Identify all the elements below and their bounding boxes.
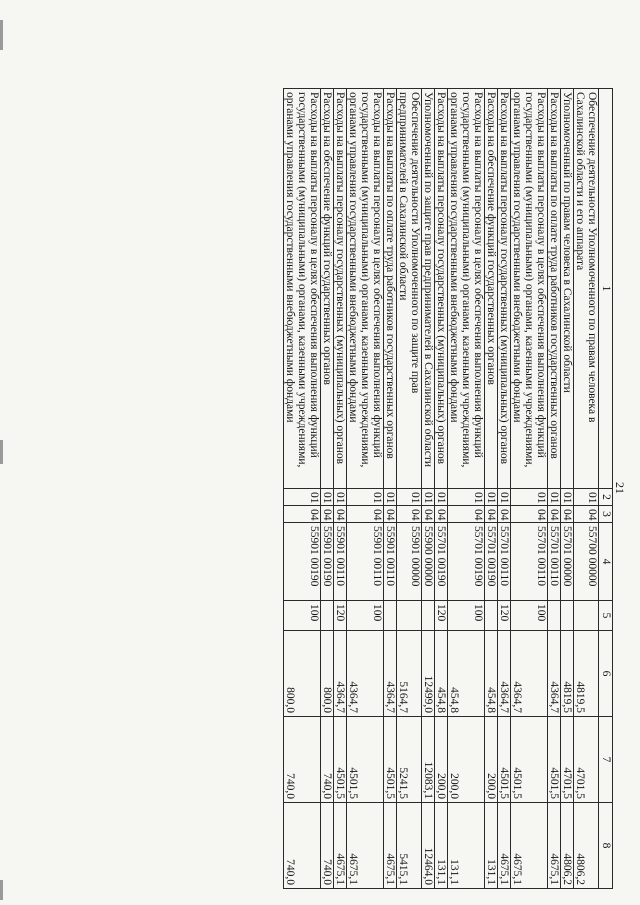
- expense-type-code: 120: [435, 601, 448, 631]
- table-row: [485, 89, 498, 889]
- section-code: 01: [511, 489, 548, 506]
- amount-year-1: 4364,7: [498, 631, 511, 717]
- amount-year-1: 800,0: [284, 631, 321, 717]
- amount-year-1: 12499,0: [422, 631, 435, 717]
- subsection-code: 04: [561, 506, 574, 523]
- amount-year-1: 454,8: [435, 631, 448, 717]
- amount-year-2: 200,0: [448, 717, 485, 803]
- column-header: 2: [599, 489, 613, 506]
- amount-year-1: 800,0: [321, 631, 334, 717]
- amount-year-3: 4675,1: [384, 803, 397, 889]
- subsection-code: 04: [448, 506, 485, 523]
- table-row: [511, 89, 548, 889]
- column-header: 6: [599, 631, 613, 717]
- row-name: Уполномоченный по защите прав предпринимателей в Сахалинской области: [422, 89, 435, 489]
- table-row: [334, 89, 347, 889]
- amount-year-3: 131,1: [485, 803, 498, 889]
- amount-year-2: 4501,5: [498, 717, 511, 803]
- table-row: [397, 89, 422, 889]
- expense-type-code: 100: [284, 601, 321, 631]
- amount-year-1: 4364,7: [384, 631, 397, 717]
- subsection-code: 04: [574, 506, 599, 523]
- section-code: 01: [422, 489, 435, 506]
- table-row: [448, 89, 485, 889]
- amount-year-2: 740,0: [321, 717, 334, 803]
- expense-type-code: [548, 601, 561, 631]
- target-article-code: 55701 00110: [498, 523, 511, 601]
- expense-type-code: 120: [498, 601, 511, 631]
- subsection-code: 04: [284, 506, 321, 523]
- table-row: [384, 89, 397, 889]
- row-name: Обеспечение деятельности Уполномоченного по защите прав предпринимателей в Сахалинской области: [397, 89, 422, 489]
- subsection-code: 04: [334, 506, 347, 523]
- amount-year-1: 4819,5: [574, 631, 599, 717]
- row-name: Расходы на обеспечение функций государственных органов: [321, 89, 334, 489]
- amount-year-3: 4675,1: [347, 803, 384, 889]
- section-code: 01: [435, 489, 448, 506]
- row-name: Расходы на выплаты персоналу в целях обеспечения выполнения функций государственными (муниципальными) органами, казенными учреждениями, органами управления государственными внебюджетными фондами: [284, 89, 321, 489]
- subsection-code: 04: [548, 506, 561, 523]
- expense-type-code: [561, 601, 574, 631]
- amount-year-2: 4501,5: [384, 717, 397, 803]
- target-article-code: 55701 00110: [511, 523, 548, 601]
- expense-type-code: [384, 601, 397, 631]
- expense-type-code: 120: [334, 601, 347, 631]
- table-row: [435, 89, 448, 889]
- target-article-code: 55700 00000: [574, 523, 599, 601]
- budget-table: [283, 88, 613, 889]
- table-body: [284, 89, 599, 889]
- expense-type-code: [485, 601, 498, 631]
- scan-edge-mark: [0, 20, 3, 50]
- subsection-code: 04: [422, 506, 435, 523]
- amount-year-3: 740,0: [284, 803, 321, 889]
- amount-year-2: 4501,5: [511, 717, 548, 803]
- subsection-code: 04: [511, 506, 548, 523]
- expense-type-code: 100: [347, 601, 384, 631]
- amount-year-2: 200,0: [435, 717, 448, 803]
- amount-year-2: 5241,5: [397, 717, 422, 803]
- amount-year-3: 131,1: [435, 803, 448, 889]
- amount-year-3: 131,1: [448, 803, 485, 889]
- row-name: Уполномоченный по правам человека в Сахалинской области: [561, 89, 574, 489]
- column-header: 3: [599, 506, 613, 523]
- target-article-code: 55901 00000: [397, 523, 422, 601]
- target-article-code: 55900 00000: [422, 523, 435, 601]
- target-article-code: 55901 00110: [347, 523, 384, 601]
- amount-year-2: 4701,5: [574, 717, 599, 803]
- section-code: 01: [347, 489, 384, 506]
- section-code: 01: [561, 489, 574, 506]
- amount-year-2: 4501,5: [334, 717, 347, 803]
- page-number: 21: [613, 482, 627, 494]
- section-code: 01: [485, 489, 498, 506]
- target-article-code: 55701 00190: [485, 523, 498, 601]
- amount-year-1: 4364,7: [548, 631, 561, 717]
- section-code: 01: [334, 489, 347, 506]
- table-row: [422, 89, 435, 889]
- amount-year-1: 4819,5: [561, 631, 574, 717]
- amount-year-3: 4675,1: [511, 803, 548, 889]
- subsection-code: 04: [347, 506, 384, 523]
- table-row: [347, 89, 384, 889]
- section-code: 01: [548, 489, 561, 506]
- amount-year-3: 4806,2: [574, 803, 599, 889]
- amount-year-3: 4675,1: [498, 803, 511, 889]
- section-code: 01: [284, 489, 321, 506]
- expense-type-code: [422, 601, 435, 631]
- amount-year-1: 454,8: [448, 631, 485, 717]
- amount-year-3: 5415,1: [397, 803, 422, 889]
- column-header: 5: [599, 601, 613, 631]
- scan-edge-mark: [0, 880, 3, 900]
- header-row: [599, 89, 613, 889]
- target-article-code: 55901 00110: [384, 523, 397, 601]
- target-article-code: 55901 00190: [284, 523, 321, 601]
- rotated-content: [53, 88, 627, 888]
- table-row: [548, 89, 561, 889]
- scan-edge-mark: [0, 440, 3, 464]
- amount-year-3: 740,0: [321, 803, 334, 889]
- row-name: Расходы на выплаты персоналу в целях обеспечения выполнения функций государственными (муниципальными) органами, казенными учреждениями, органами управления государственными внебюджетными фондами: [511, 89, 548, 489]
- target-article-code: 55701 00190: [448, 523, 485, 601]
- amount-year-1: 454,8: [485, 631, 498, 717]
- section-code: 01: [448, 489, 485, 506]
- section-code: 01: [397, 489, 422, 506]
- row-name: Расходы на выплаты персоналу в целях обеспечения выполнения функций государственными (муниципальными) органами, казенными учреждениями, органами управления государственными внебюджетными фондами: [347, 89, 384, 489]
- amount-year-1: 5164,7: [397, 631, 422, 717]
- column-header: 8: [599, 803, 613, 889]
- target-article-code: 55701 00000: [561, 523, 574, 601]
- amount-year-3: 4675,1: [334, 803, 347, 889]
- amount-year-2: 4501,5: [548, 717, 561, 803]
- expense-type-code: [321, 601, 334, 631]
- subsection-code: 04: [397, 506, 422, 523]
- row-name: Расходы на выплаты персоналу государственных (муниципальных) органов: [435, 89, 448, 489]
- section-code: 01: [574, 489, 599, 506]
- row-name: Расходы на выплаты по оплате труда работников государственных органов: [548, 89, 561, 489]
- amount-year-1: 4364,7: [334, 631, 347, 717]
- row-name: Расходы на выплаты персоналу государственных (муниципальных) органов: [334, 89, 347, 489]
- row-name: Обеспечение деятельности Уполномоченного по правам человека в Сахалинской области и его аппарата: [574, 89, 599, 489]
- amount-year-2: 12083,1: [422, 717, 435, 803]
- target-article-code: 55701 00110: [548, 523, 561, 601]
- target-article-code: 55701 00190: [435, 523, 448, 601]
- subsection-code: 04: [435, 506, 448, 523]
- row-name: Расходы на выплаты персоналу государственных (муниципальных) органов: [498, 89, 511, 489]
- row-name: Расходы на выплаты по оплате труда работников государственных органов: [384, 89, 397, 489]
- table-row: [498, 89, 511, 889]
- column-header: 7: [599, 717, 613, 803]
- expense-type-code: 100: [448, 601, 485, 631]
- amount-year-2: 4701,5: [561, 717, 574, 803]
- subsection-code: 04: [498, 506, 511, 523]
- table-row: [284, 89, 321, 889]
- section-code: 01: [384, 489, 397, 506]
- amount-year-3: 4675,1: [548, 803, 561, 889]
- amount-year-2: 4501,5: [347, 717, 384, 803]
- row-name: Расходы на обеспечение функций государственных органов: [485, 89, 498, 489]
- subsection-code: 04: [384, 506, 397, 523]
- expense-type-code: [397, 601, 422, 631]
- amount-year-2: 740,0: [284, 717, 321, 803]
- table-row: [561, 89, 574, 889]
- amount-year-2: 200,0: [485, 717, 498, 803]
- amount-year-3: 4806,2: [561, 803, 574, 889]
- subsection-code: 04: [485, 506, 498, 523]
- expense-type-code: 100: [511, 601, 548, 631]
- expense-type-code: [574, 601, 599, 631]
- target-article-code: 55901 00110: [334, 523, 347, 601]
- amount-year-1: 4364,7: [347, 631, 384, 717]
- target-article-code: 55901 00190: [321, 523, 334, 601]
- amount-year-1: 4364,7: [511, 631, 548, 717]
- column-header: 1: [599, 89, 613, 489]
- column-header: 4: [599, 523, 613, 601]
- section-code: 01: [498, 489, 511, 506]
- table-row: [321, 89, 334, 889]
- amount-year-3: 12464,0: [422, 803, 435, 889]
- row-name: Расходы на выплаты персоналу в целях обеспечения выполнения функций государственными (муниципальными) органами, казенными учреждениями, органами управления государственными внебюджетными фондами: [448, 89, 485, 489]
- subsection-code: 04: [321, 506, 334, 523]
- table-row: [574, 89, 599, 889]
- section-code: 01: [321, 489, 334, 506]
